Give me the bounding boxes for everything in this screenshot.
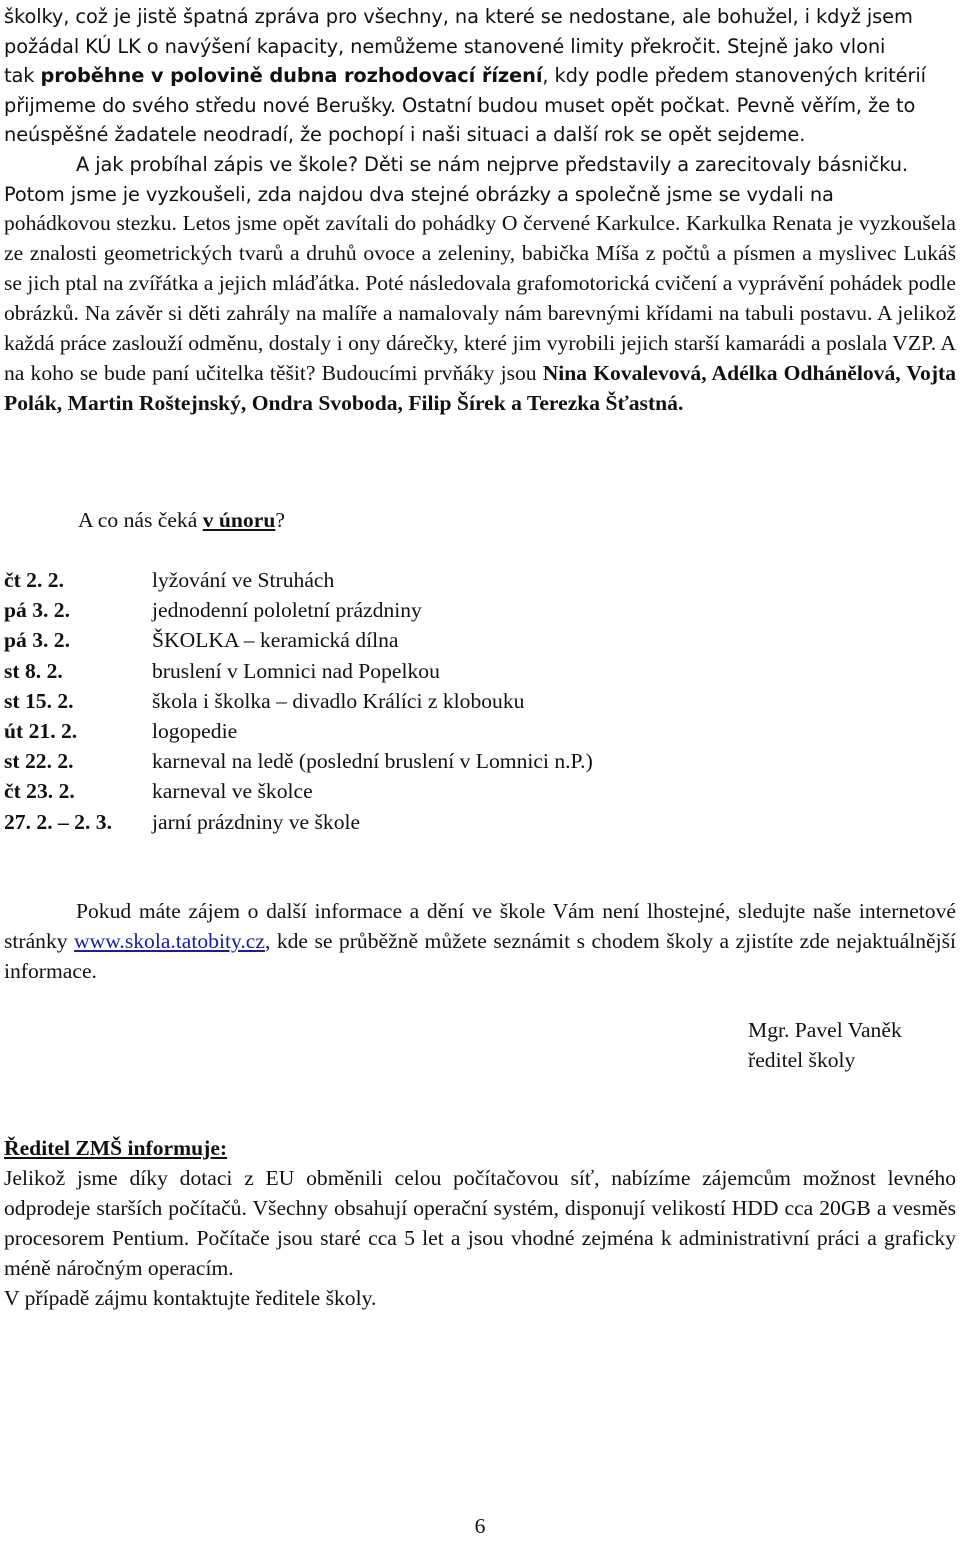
intro-line [4, 91, 956, 121]
zms-text: Jelikož jsme díky dotaci z EU obměnili celou počítačovou síť, nabízíme zájemcům možnost levného odprodeje starších počítačů. Všechny obsahují operační systém, disponují velikostí HDD cca 20GB a vesměs procesorem Pentium. Počítače jsou staré cca 5 let a jsou vhodné zejména k administrativní práci a graficky méně náročným operacím. [4, 1166, 956, 1280]
signature [748, 1015, 902, 1075]
future-pupils-names: Nina Kovalevová, Adélka Odhánělová, Vojta Polák, Martin Roštejnský, Ondra Svoboda, Filip Šírek a Terezka Šťastná. [4, 361, 956, 415]
schedule-date: čt 23. 2. [4, 779, 75, 804]
schedule-event: bruslení v Lomnici nad Popelkou [152, 658, 440, 683]
schedule-date: út 21. 2. [4, 719, 78, 744]
intro-line [4, 32, 956, 62]
schedule-date: čt 2. 2. [4, 568, 64, 593]
schedule-row [4, 807, 593, 837]
schedule-row [4, 595, 593, 625]
intro-line [4, 61, 956, 91]
schedule-row [4, 776, 593, 806]
schedule-row [4, 686, 593, 716]
enrollment-text: pohádkovou stezku. Letos jsme opět zavítali do pohádky O červené Karkulce. [4, 211, 681, 235]
schedule-event: lyžování ve Struhách [152, 568, 335, 593]
intro-text: neúspěšné žadatele neodradí, že pochopí i naši situaci a další rok se opět sejdeme. [4, 123, 806, 147]
signature-role: ředitel školy [748, 1048, 856, 1072]
schedule-row [4, 565, 593, 595]
schedule-row [4, 716, 593, 746]
signature-name: Mgr. Pavel Vaněk [748, 1018, 902, 1042]
schedule-event: logopedie [152, 719, 238, 744]
schedule-date: 27. 2. – 2. 3. [4, 809, 112, 834]
schedule-date: pá 3. 2. [4, 598, 70, 623]
intro-text: přijmeme do svého středu nové Berušky. Ostatní budou muset opět počkat. [4, 93, 731, 117]
intro-text: Potom jsme je vyzkoušeli, zda najdou dva stejné obrázky a společně jsme se vydali na [4, 182, 834, 206]
february-heading-text: ? [275, 508, 285, 532]
intro-text: Pevně věřím, že to [730, 93, 916, 117]
zms-section [4, 1133, 956, 1313]
february-heading [78, 505, 285, 535]
enrollment-paragraph [4, 208, 956, 418]
february-heading-month: v únoru [202, 508, 276, 532]
zms-contact: V případě zájmu kontaktujte ředitele školy. [4, 1286, 377, 1310]
school-website-link[interactable]: www.skola.tatobity.cz [74, 929, 265, 953]
enrollment-question: A jak probíhal zápis ve škole? [76, 152, 358, 176]
february-heading-text: A co nás čeká [78, 508, 203, 532]
intro-text: Děti se nám nejprve představily a zarecitovaly básničku. [357, 152, 909, 176]
february-schedule [4, 565, 593, 837]
schedule-date: st 22. 2. [4, 749, 74, 774]
intro-line [4, 180, 956, 210]
info-paragraph [4, 896, 956, 986]
schedule-date: st 8. 2. [4, 658, 63, 683]
info-text [4, 896, 956, 986]
info-text-part: Pokud máte zájem o další informace a dění ve škole Vám není lhostejné, sledujte naše internetové stránky [4, 899, 956, 953]
intro-line [4, 120, 956, 150]
schedule-date: pá 3. 2. [4, 628, 70, 653]
schedule-row [4, 625, 593, 655]
schedule-row [4, 656, 593, 686]
schedule-event: karneval ve školce [152, 779, 313, 804]
page-number: 6 [474, 1514, 486, 1538]
schedule-event: jarní prázdniny ve škole [152, 809, 361, 834]
decision-date-emphasis: proběhne v polovině dubna rozhodovací řízení [40, 64, 543, 88]
intro-text: požádal KÚ LK o navýšení kapacity, nemůžeme stanovené limity překročit. Stejně jako vloni [4, 34, 886, 58]
schedule-event: karneval na ledě (poslední bruslení v Lomnici n.P.) [152, 749, 593, 774]
intro-paragraph [4, 2, 956, 209]
intro-line [4, 150, 956, 180]
schedule-date: st 15. 2. [4, 688, 74, 713]
intro-text: školky, což je jistě špatná zpráva pro všechny, na které se nedostane, ale bohužel, i když jsem [4, 5, 913, 28]
info-text-part: , kde se průběžně můžete seznámit s chodem školy a zjistíte zde nejaktuálnější informace. [4, 929, 957, 983]
schedule-event: ŠKOLKA – keramická dílna [152, 628, 399, 653]
schedule-event: škola i školka – divadlo Králíci z klobouku [152, 688, 525, 713]
schedule-event: jednodenní pololetní prázdniny [152, 598, 422, 623]
zms-heading: Ředitel ZMŠ informuje: [4, 1136, 228, 1160]
intro-text: tak [4, 64, 41, 88]
intro-text: , kdy podle předem stanovených kritérií [542, 64, 926, 88]
intro-line [4, 2, 956, 32]
schedule-row [4, 746, 593, 776]
enrollment-text: Karkulka Renata je vyzkoušela ze znalosti geometrických tvarů a druhů ovoce a zeleniny, babička Míša z počtů a písmen a myslivec Lukáš se jich ptal na zvířátka a jejich mláďátka. Poté následovala grafomotorická cvičení a vyprávění pohádek podle obrázků. Na závěr si děti zahrály na malíře a namalovaly nám barevnými křídami na tabuli postavu. A jelikož každá práce zaslouží odměnu, dostaly i ony dárečky, které jim vyrobili jejich starší kamarádi a poslala VZP. A na koho se bude paní učitelka těšit? Budoucími prvňáky jsou [4, 211, 956, 385]
